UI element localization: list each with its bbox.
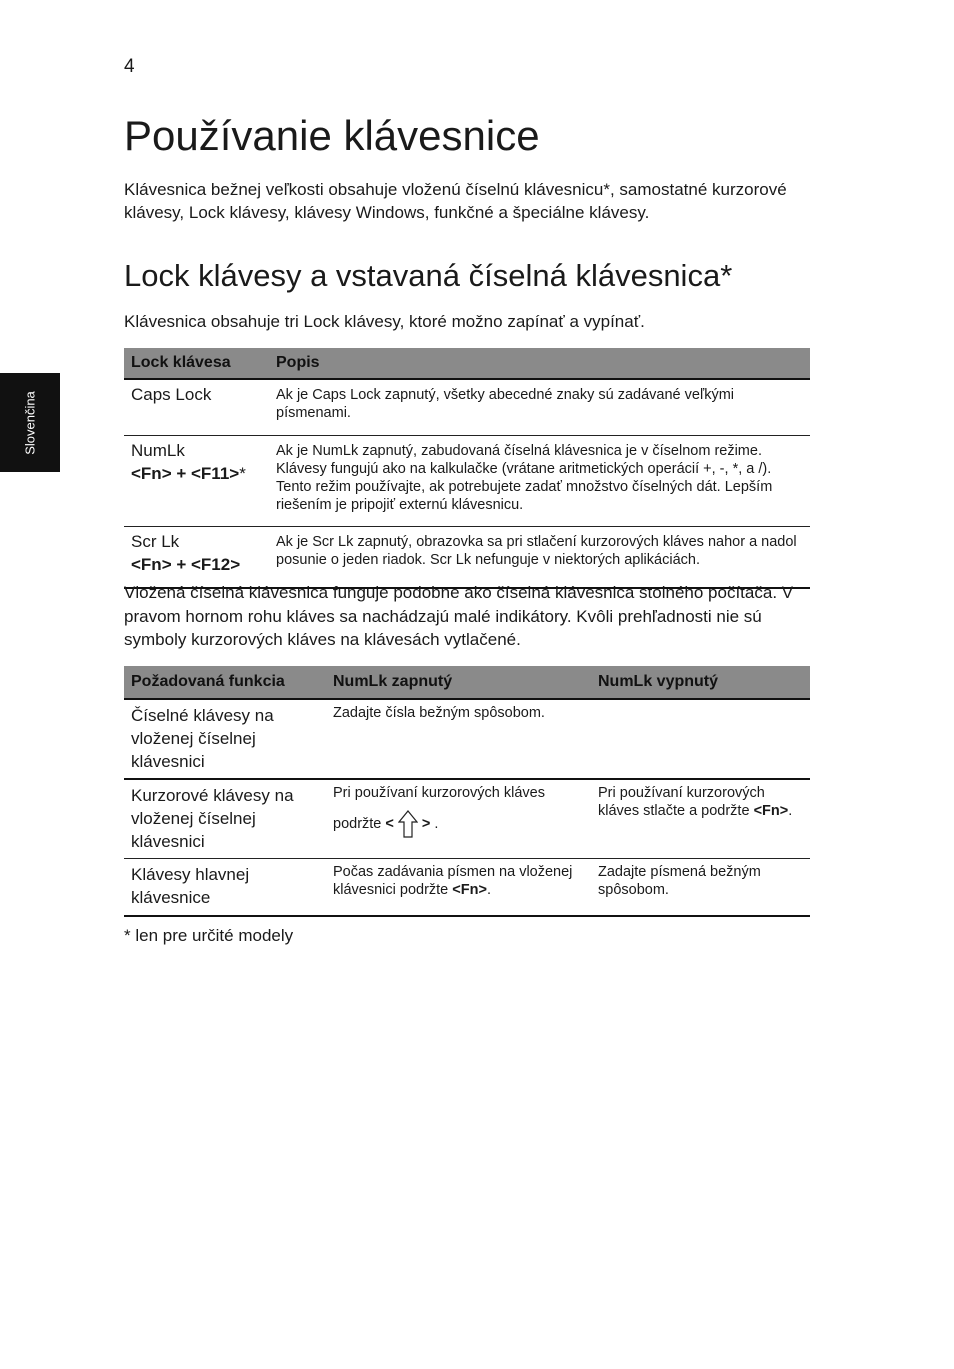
lock-key-name: Scr Lk [131,532,180,551]
table-row [124,779,810,859]
table-row [124,527,810,589]
function-cell: Číselné klávesy na vloženej číselnej klávesnici [124,699,326,779]
numlk-on-cell: Počas zadávania písmen na vloženej klávesnici podržte <Fn>. [326,859,591,917]
shift-arrow-icon [398,810,418,838]
language-side-tab [0,373,60,472]
numlk-off-cell: Pri používaní kurzorových kláves stlačte a podržte <Fn>. [591,779,810,859]
keypad-paragraph: Vložená číselná klávesnica funguje podobne ako číselná klávesnica stolného počítača. V pravom hornom rohu kláves sa nachádzajú malé indikátory. Kvôli prehľadnosti nie sú symboly kurzorových kláves na klávesách vytlačené. [124,583,794,649]
lock-desc-cell: Ak je Caps Lock zapnutý, všetky abecedné znaky sú zadávané veľkými písmenami. [269,379,810,436]
table-header-row [124,348,810,379]
language-label: Slovenčina [22,391,38,455]
function-cell: Klávesy hlavnej klávesnice [124,859,326,917]
lock-desc-cell: Ak je Scr Lk zapnutý, obrazovka sa pri stlačení kurzorových kláves nahor a nadol posunie o jeden riadok. Scr Lk nefunguje v niektorých aplikáciách. [269,527,810,589]
numlk-on-cell: Zadajte čísla bežným spôsobom. [326,699,591,779]
lock-key-cell [124,436,269,527]
function-cell: Kurzorové klávesy na vloženej číselnej klávesnici [124,779,326,859]
page-title: Používanie klávesnice [124,112,540,159]
column-header: NumLk zapnutý [326,666,591,699]
table-row [124,379,810,436]
lock-key-combo: <Fn> + <F11>* [131,464,246,483]
numlk-off-cell: Zadajte písmená bežným spôsobom. [591,859,810,917]
lock-intro-paragraph: Klávesnica obsahuje tri Lock klávesy, ktoré možno zapínať a vypínať. [124,312,645,331]
numpad-function-table [124,666,810,917]
lock-keys-table [124,348,810,589]
table-row [124,436,810,527]
page-number: 4 [124,56,135,77]
lock-desc-cell: Ak je NumLk zapnutý, zabudovaná číselná klávesnica je v číselnom režime. Klávesy fungujú ako na kalkulačke (vrátane aritmetických operácií +, -, *, a /). Tento režim používajte, ak potrebujete zadať množstvo číselných dát. Lepším riešením je pripojiť externú klávesnicu. [269,436,810,527]
table-row [124,699,810,779]
table-row [124,859,810,917]
footnote: * len pre určité modely [124,926,294,945]
lock-key-cell [124,527,269,589]
numlk-off-cell [591,699,810,779]
numlk-on-cell: Pri používaní kurzorových kláves podržte < > . [326,779,591,859]
lock-key-name: Caps Lock [131,385,212,404]
table-header-row [124,666,810,699]
lock-key-combo: <Fn> + <F12> [131,555,241,574]
intro-paragraph: Klávesnica bežnej veľkosti obsahuje vloženú číselnú klávesnicu*, samostatné kurzorové klávesy, Lock klávesy, klávesy Windows, funkčné a špeciálne klávesy. [124,180,787,222]
column-header: Požadovaná funkcia [124,666,326,699]
column-header: Popis [269,348,810,379]
column-header: Lock klávesa [124,348,269,379]
section-title: Lock klávesy a vstavaná číselná klávesnica* [124,258,733,293]
column-header: NumLk vypnutý [591,666,810,699]
lock-key-cell [124,379,269,436]
lock-key-name: NumLk [131,441,185,460]
